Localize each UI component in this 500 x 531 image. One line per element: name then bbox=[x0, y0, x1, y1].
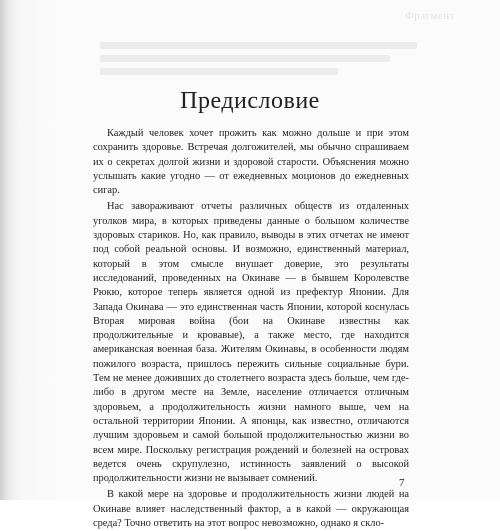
paragraph-3: В какой мере на здоровье и продолжительность жизни людей на Окинаве влияет наследственный фактор, а в какой — окружающая среда? Точно ответить на этот вопрос невозможно, однако я скло- bbox=[93, 489, 409, 530]
paragraph-2: Нас завораживают отчеты различных обществ из отдаленных уголков мира, в которых приведены данные о большом количестве здоровых стариков. Но, как правило, выводы в этих отчетах не имеют под собой реальной основы. И возможно, единственный материал, который в этом смысле внушает доверие, это результаты исследований, проведенных на Окинаве — в бывшем Королевстве Рюкю, которое теперь является одной из префектур Японии. Для Запада Окинава — это единственная часть Японии, которой коснулась Вторая мировая война (бои на Окинаве известны как продолжительные и кровавые), а также место, где находится американская военная база. Жителям Окинавы, в особенности людям пожилого возраста, пришлось пережить сильные социальные бури. Тем не менее доживших до столетнего возраста здесь больше, чем где-либо в другом месте на Земле, население отличается отличным здоровьем, а продолжительность жизни намного выше, чем на остальной территории Японии. А японцы, как известно, отличаются лучшим здоровьем и самой большой продолжительностью жизни во всем мире. Поскольку регистрация рождений и болезней на островах ведется очень скрупулезно, истинность заявлений о высокой продолжительности жизни не вызывает сомнений. bbox=[93, 201, 409, 485]
show-through-text bbox=[100, 36, 430, 76]
page-number: 7 bbox=[399, 477, 405, 489]
page-title: Предисловие bbox=[180, 88, 320, 114]
running-header-ghost: Фрагмент bbox=[405, 10, 455, 22]
body-text bbox=[93, 127, 409, 531]
paragraph-1: Каждый человек хочет прожить как можно дольше и при этом сохранить здоровье. Встречая долгожителей, мы обычно спрашиваем их о секретах долгой жизни и здоровой старости. Объяснения можно услышать какие угодно — от ежедневных моционов до ежедневных сигар. bbox=[93, 128, 409, 197]
